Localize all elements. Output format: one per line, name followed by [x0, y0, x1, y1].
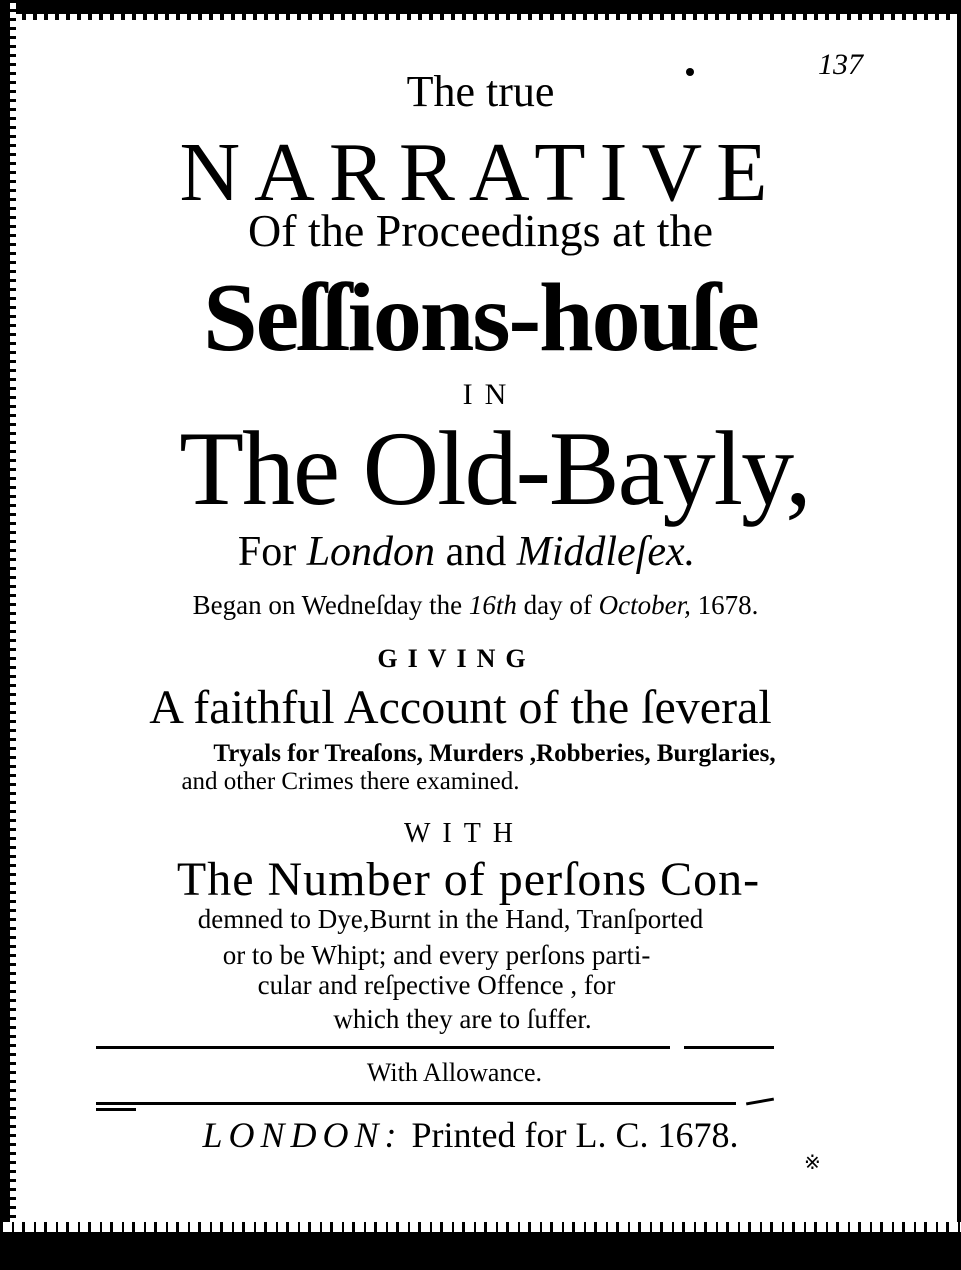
scan-edge-bottom: [0, 1232, 961, 1270]
rule-upper: [96, 1046, 670, 1049]
rule-lower-stub: [96, 1108, 136, 1111]
year-text: 1678.: [690, 590, 759, 620]
giving-line-3: and other Crimes there examined.: [181, 768, 520, 795]
title-narrative: NARRATIVE: [179, 126, 782, 219]
scan-edge-bottom-noise: [0, 1222, 961, 1232]
day-of-text: day of: [516, 590, 599, 620]
with-line-3: or to be Whipt; and every perſons parti-: [222, 940, 651, 970]
with-line-5: which they are to ſuffer.: [333, 1004, 592, 1034]
month-text: October,: [598, 590, 691, 620]
giving-line-2: Tryals for Treaſons, Murders ,Robberies, Burglaries,: [213, 740, 776, 767]
with-heading: WITH: [403, 818, 526, 849]
rule-lower: [96, 1102, 736, 1105]
with-line-4: cular and reſpective Offence , for: [257, 970, 616, 1000]
title-date-line: [0, 590, 956, 621]
rule-upper-right: [684, 1046, 774, 1049]
with-line-2: demned to Dye,Burnt in the Hand, Tranſported: [197, 904, 704, 934]
and-text: and: [435, 529, 517, 575]
title-line-3: Of the Proceedings at the: [248, 205, 713, 256]
folio-number: 137: [818, 48, 863, 81]
middlesex-text: Middleſex.: [516, 529, 696, 575]
ornament-icon: ※: [804, 1150, 821, 1174]
giving-line-1: A faithful Account of the ſeveral: [149, 681, 772, 734]
for-text: For: [237, 529, 307, 575]
imprint-printer: Printed for L. C. 1678.: [402, 1115, 739, 1155]
scan-edge-top: [0, 0, 961, 14]
allowance-text: With Allowance.: [366, 1058, 543, 1087]
title-old-bayly: The Old-Bayly,: [179, 410, 810, 527]
title-in: IN: [462, 378, 519, 411]
imprint-city: LONDON:: [202, 1115, 403, 1155]
london-text: London: [306, 529, 436, 575]
scan-edge-top-noise: [0, 14, 961, 20]
title-line-1: The true: [406, 67, 555, 116]
title-sessions-house: Seſſions-houſe: [203, 264, 758, 372]
with-line-1: The Number of perſons Con-: [176, 853, 761, 906]
giving-heading: GIVING: [377, 644, 536, 673]
rule-lower-flourish: [746, 1098, 774, 1106]
began-text: Began on Wedneſday the: [192, 590, 469, 620]
title-london-middlesex: [0, 528, 947, 576]
day-text: 16th: [468, 590, 517, 620]
